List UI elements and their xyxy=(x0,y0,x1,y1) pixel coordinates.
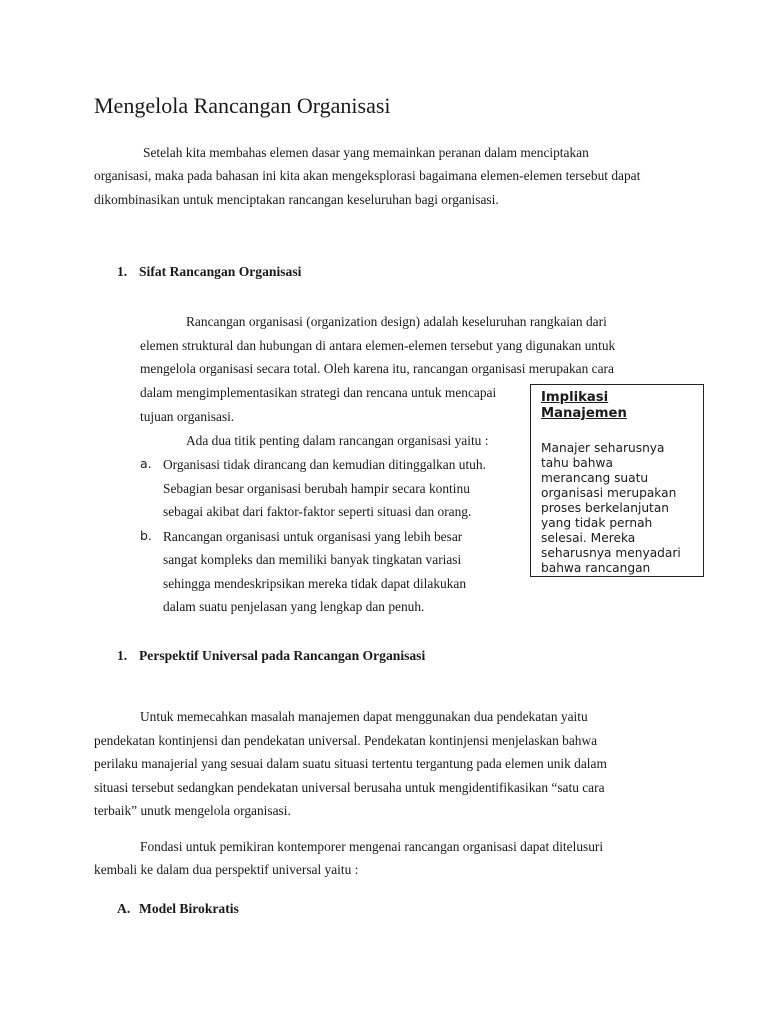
intro-line: organisasi, maka pada bahasan ini kita akan mengeksplorasi bagaimana elemen-elemen tersebut dapat xyxy=(94,168,641,183)
section1-paragraph-line: mengelola organisasi secara total. Oleh karena itu, rancangan organisasi merupakan cara xyxy=(140,361,614,376)
list-item-line: sebagai akibat dari faktor-faktor seperti situasi dan orang. xyxy=(163,504,472,519)
sidebar-body xyxy=(541,441,703,576)
page-title: Mengelola Rancangan Organisasi xyxy=(94,93,391,118)
sidebar-line: organisasi merupakan xyxy=(541,486,677,500)
section2-paragraph-line: kembali ke dalam dua perspektif universal yaitu : xyxy=(94,862,359,877)
list-item-line: sangat kompleks dan memiliki banyak tingkatan variasi xyxy=(163,552,462,567)
list-marker: a. xyxy=(140,456,152,471)
sidebar-title: Implikasi Manajemen xyxy=(541,390,627,421)
list-item-line: Rancangan organisasi untuk organisasi yang lebih besar xyxy=(163,529,463,544)
section-heading xyxy=(117,264,301,280)
subsection-number: A. xyxy=(117,901,131,916)
section2-paragraph-line: terbaik” unutk mengelola organisasi. xyxy=(94,803,291,818)
list-item-line: dalam suatu penjelasan yang lengkap dan penuh. xyxy=(163,599,425,614)
section-heading xyxy=(117,648,425,664)
section1-paragraph-line: elemen struktural dan hubungan di antara elemen-elemen tersebut yang digunakan untuk xyxy=(140,338,616,353)
section-title: Sifat Rancangan Organisasi xyxy=(139,264,302,279)
sidebar-line: merancang suatu xyxy=(541,471,649,485)
intro-line: dikombinasikan untuk menciptakan rancangan keseluruhan bagi organisasi. xyxy=(94,192,499,207)
section1-paragraph-line: tujuan organisasi. xyxy=(140,409,235,424)
list-item-line: sehingga mendeskripsikan mereka tidak dapat dilakukan xyxy=(163,576,467,591)
sidebar-line: proses berkelanjutan xyxy=(541,501,670,515)
intro-line: Setelah kita membahas elemen dasar yang memainkan peranan dalam menciptakan xyxy=(143,145,589,160)
section2-paragraph-line: situasi tersebut sedangkan pendekatan universal berusaha untuk mengidentifikasikan “satu cara xyxy=(94,780,605,795)
list-item-line: Organisasi tidak dirancang dan kemudian ditinggalkan utuh. xyxy=(163,457,486,472)
list-item-line: Sebagian besar organisasi berubah hampir secara kontinu xyxy=(163,481,470,496)
section-number: 1. xyxy=(117,648,128,663)
sidebar-line: yang tidak pernah xyxy=(541,516,653,530)
subsection-heading xyxy=(117,901,239,917)
subsection-title: Model Birokratis xyxy=(139,901,239,916)
section2-paragraph-line: Fondasi untuk pemikiran kontemporer mengenai rancangan organisasi dapat ditelusuri xyxy=(140,839,604,854)
sidebar-line: bahwa rancangan xyxy=(541,561,651,575)
section2-paragraph-line: perilaku manajerial yang sesuai dalam suatu situasi tertentu tergantung pada elemen unik dalam xyxy=(94,756,607,771)
sidebar-line: tahu bahwa xyxy=(541,456,613,470)
sidebar-line: seharusnya menyadari xyxy=(541,546,681,560)
section2-paragraph-line: pendekatan kontinjensi dan pendekatan universal. Pendekatan kontinjensi menjelaskan bahwa xyxy=(94,733,598,748)
section2-paragraph-line: Untuk memecahkan masalah manajemen dapat menggunakan dua pendekatan yaitu xyxy=(140,709,588,724)
section1-paragraph-line: dalam mengimplementasikan strategi dan rencana untuk mencapai xyxy=(140,385,497,400)
sidebar-line: Manajer seharusnya xyxy=(541,441,665,455)
sidebar-box xyxy=(530,384,704,577)
points-intro: Ada dua titik penting dalam rancangan organisasi yaitu : xyxy=(186,433,489,448)
list-marker: b. xyxy=(140,528,152,543)
section-title: Perspektif Universal pada Rancangan Organisasi xyxy=(139,648,426,663)
section-number: 1. xyxy=(117,264,128,279)
sidebar-line: selesai. Mereka xyxy=(541,531,636,545)
section1-paragraph-line: Rancangan organisasi (organization design) adalah keseluruhan rangkaian dari xyxy=(186,314,607,329)
